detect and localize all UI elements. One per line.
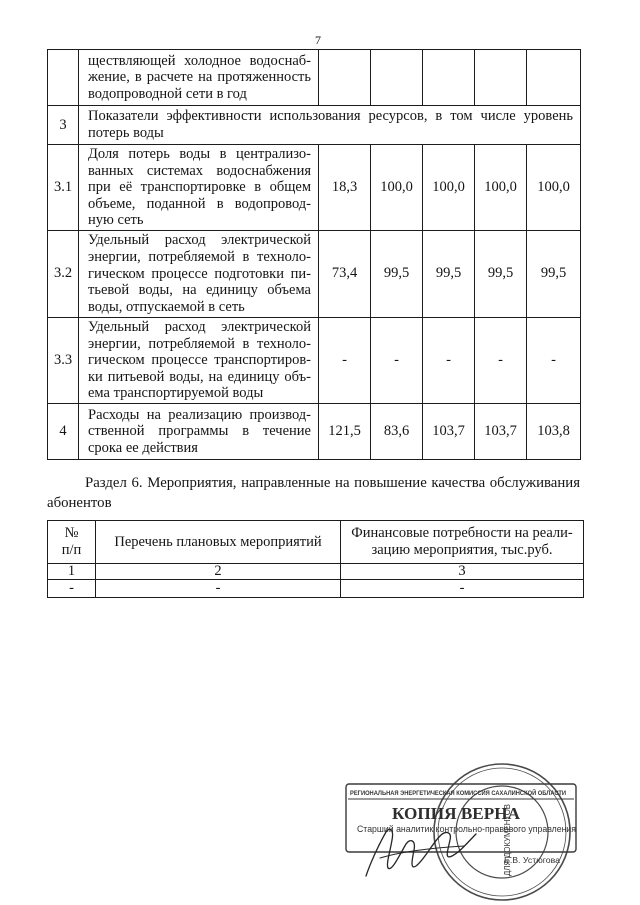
value-cell: - [371,317,423,403]
activities-table [47,520,584,598]
row-number: 3.2 [48,230,79,317]
table-row [48,403,581,459]
table-row [48,50,581,106]
header-financing: Финансовые потребности на реали- зацию мероприятия, тыс.руб. [341,521,584,564]
seal-center-text: ДЛЯ ДОКУМЕНТОВ [503,801,512,876]
page-number: 7 [315,33,321,47]
text-line: срока ее действия [88,439,198,456]
text-line: энергии, потребляемой в техноло- [88,335,311,352]
cell: - [341,580,584,598]
text-line: Удельный расход электрической [88,232,311,249]
value-cell: 103,8 [527,403,581,459]
value-cell [527,50,581,106]
value-cell: 100,0 [371,145,423,231]
stamp-signatory: Е.В. Устюгова [504,855,561,865]
value-cell: - [475,317,527,403]
cell: - [48,580,96,598]
text-line: при её транспортировке в общем [88,179,311,196]
row-description [79,317,319,403]
table-row [48,145,581,231]
table-section-row [48,106,581,145]
value-cell [371,50,423,106]
text-line: жение, в расчете на протяженность [88,69,311,86]
text-line: ема транспортируемой воды [88,385,264,402]
row-number: 3 [48,106,79,145]
text-line: абонентов [47,495,112,511]
text-line: ванных системах водоснабжения [88,162,311,179]
table-row [48,317,581,403]
header-activities: Перечень плановых мероприятий [96,521,341,564]
cell: 2 [96,564,341,580]
stamp-title: КОПИЯ ВЕРНА [392,804,521,823]
text-line: Расходы на реализацию производ- [88,406,311,423]
value-cell: 103,7 [475,403,527,459]
certified-copy-stamp [340,760,580,903]
value-cell [423,50,475,106]
text-line: ственной программы в течение [88,423,311,440]
cell: 1 [48,564,96,580]
text-line: потерь воды [88,125,164,141]
activities-table-body [48,521,584,598]
table-row [48,580,584,598]
row-description [79,145,319,231]
text-line: гическом процессе транспортиров- [88,352,311,369]
value-cell: - [319,317,371,403]
value-cell: 100,0 [475,145,527,231]
value-cell: 121,5 [319,403,371,459]
value-cell: 83,6 [371,403,423,459]
table-row [48,230,581,317]
cell: - [96,580,341,598]
value-cell: - [423,317,475,403]
value-cell: 100,0 [423,145,475,231]
value-cell: 99,5 [371,230,423,317]
section-description [79,106,581,145]
row-number [48,50,79,106]
indicators-table-body [48,50,581,460]
row-number: 3.3 [48,317,79,403]
table-header-row [48,521,584,564]
text-line: Показатели эффективности использования ресурсов, в том числе уровень [88,108,573,125]
header-number: № п/п [48,521,96,564]
text-line: ществляющей холодное водоснаб- [88,52,311,69]
row-number: 3.1 [48,145,79,231]
value-cell [475,50,527,106]
cell: 3 [341,564,584,580]
row-description [79,403,319,459]
text-line: объеме, поданной в водопровод- [88,195,311,212]
value-cell: 99,5 [527,230,581,317]
section-heading [47,473,580,513]
stamp-position: Старший аналитик контрольно-правового управления [357,824,577,834]
indicators-table [47,49,581,460]
value-cell: - [527,317,581,403]
text-line: Доля потерь воды в централизо- [88,146,311,162]
value-cell: 18,3 [319,145,371,231]
value-cell: 100,0 [527,145,581,231]
row-description [79,50,319,106]
text-line: Раздел 6. Мероприятия, направленные на повышение качества обслуживания [85,475,580,491]
text-line: ки питьевой воды, на единицу объ- [88,368,311,385]
value-cell: 99,5 [423,230,475,317]
stamp-organization: РЕГИОНАЛЬНАЯ ЭНЕРГЕТИЧЕСКАЯ КОМИССИЯ САХАЛИНСКОЙ ОБЛАСТИ [350,791,576,797]
value-cell: 99,5 [475,230,527,317]
text-line: воды, отпускаемой в сеть [88,298,245,315]
text-line: водопроводной сети в год [88,85,247,102]
value-cell: 103,7 [423,403,475,459]
text-line: тьевой воды, на единицу объема [88,282,311,299]
row-description [79,230,319,317]
text-line: гическом процессе подготовки пи- [88,265,311,282]
text-line: Удельный расход электрической [88,318,311,335]
value-cell: 73,4 [319,230,371,317]
row-number: 4 [48,403,79,459]
value-cell [319,50,371,106]
table-row [48,564,584,580]
text-line: энергии, потребляемой в техноло- [88,249,311,266]
text-line: ную сеть [88,212,144,229]
